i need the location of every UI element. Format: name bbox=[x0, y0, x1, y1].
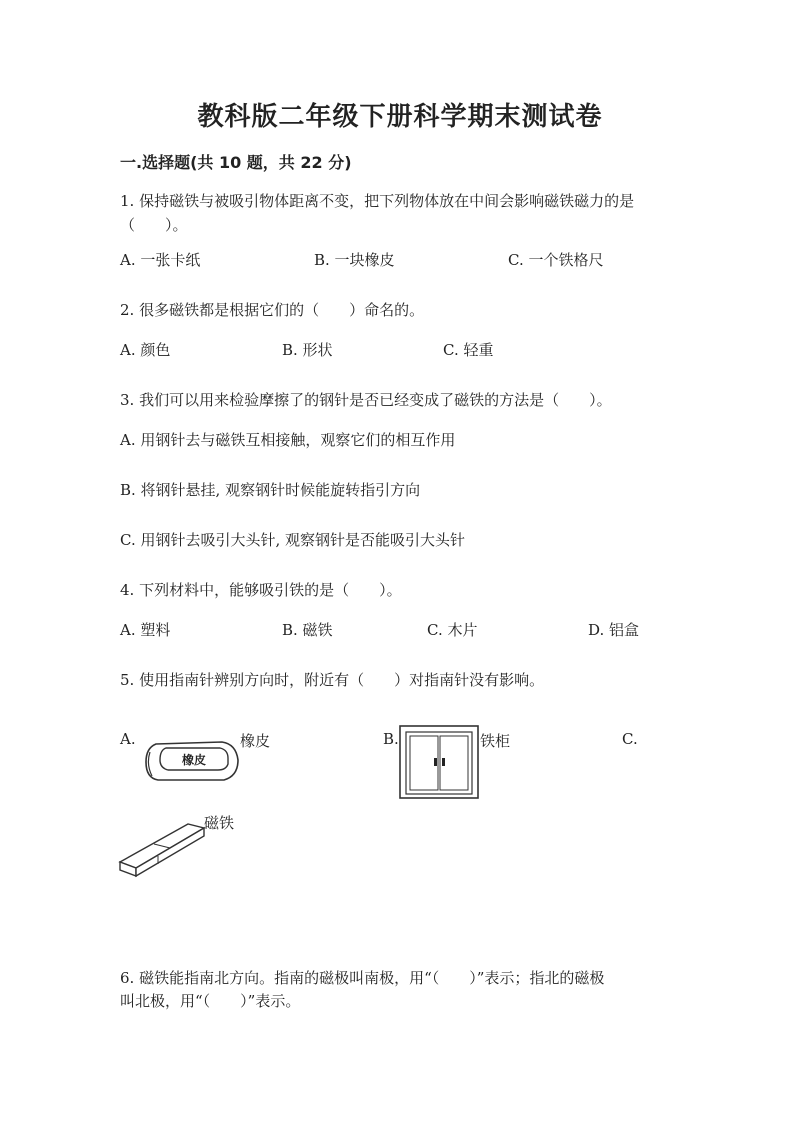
question-4-option-b: B. 磁铁 bbox=[282, 621, 333, 639]
question-5-option-a-label: 橡皮 bbox=[240, 732, 271, 750]
page-title: 教科版二年级下册科学期末测试卷 bbox=[197, 102, 603, 132]
question-1-text: 1. 保持磁铁与被吸引物体距离不变，把下列物体放在中间会影响磁铁磁力的是 bbox=[120, 192, 635, 210]
bar-magnet-illustration bbox=[118, 818, 208, 880]
question-6-text: 6. 磁铁能指南北方向。指南的磁极叫南极，用“（ ）”表示；指北的磁极 bbox=[120, 969, 605, 987]
question-2-option-a: A. 颜色 bbox=[120, 341, 171, 359]
question-3-option-b: B. 将钢针悬挂, 观察钢针时候能旋转指引方向 bbox=[120, 481, 421, 499]
question-1-option-a: A. 一张卡纸 bbox=[120, 251, 201, 269]
question-3-text: 3. 我们可以用来检验摩擦了的钢针是否已经变成了磁铁的方法是（ ）。 bbox=[120, 391, 612, 409]
question-4-text: 4. 下列材料中，能够吸引铁的是（ ）。 bbox=[120, 581, 402, 599]
question-1-text-cont: （ ）。 bbox=[120, 216, 188, 234]
question-2-option-b: B. 形状 bbox=[282, 341, 333, 359]
question-2-text: 2. 很多磁铁都是根据它们的（ ）命名的。 bbox=[120, 301, 425, 319]
question-4-option-a: A. 塑料 bbox=[120, 621, 171, 639]
question-4-option-d: D. 铝盒 bbox=[588, 621, 640, 639]
question-5-option-a: A. bbox=[120, 730, 136, 748]
question-5-text: 5. 使用指南针辨别方向时，附近有（ ）对指南针没有影响。 bbox=[120, 671, 545, 689]
eraser-label: 橡皮 bbox=[181, 753, 207, 767]
question-1-option-b: B. 一块橡皮 bbox=[314, 251, 395, 269]
question-4-option-c: C. 木片 bbox=[427, 621, 478, 639]
section-heading: 一.选择题(共 10 题，共 22 分) bbox=[120, 153, 352, 172]
iron-cabinet-illustration bbox=[398, 724, 482, 800]
question-1-option-c: C. 一个铁格尺 bbox=[508, 251, 604, 269]
question-3-option-c: C. 用钢针去吸引大头针, 观察钢针是否能吸引大头针 bbox=[120, 531, 466, 549]
question-5-option-b: B. bbox=[383, 730, 399, 748]
question-5-option-c: C. bbox=[622, 730, 638, 748]
question-5-option-c-label: 磁铁 bbox=[204, 814, 235, 832]
question-3-option-a: A. 用钢针去与磁铁互相接触，观察它们的相互作用 bbox=[120, 431, 456, 449]
question-2-option-c: C. 轻重 bbox=[443, 341, 494, 359]
question-5-option-b-label: 铁柜 bbox=[480, 732, 511, 750]
eraser-illustration bbox=[142, 738, 242, 784]
question-6-text-cont: 叫北极，用“（ ）”表示。 bbox=[120, 992, 301, 1010]
